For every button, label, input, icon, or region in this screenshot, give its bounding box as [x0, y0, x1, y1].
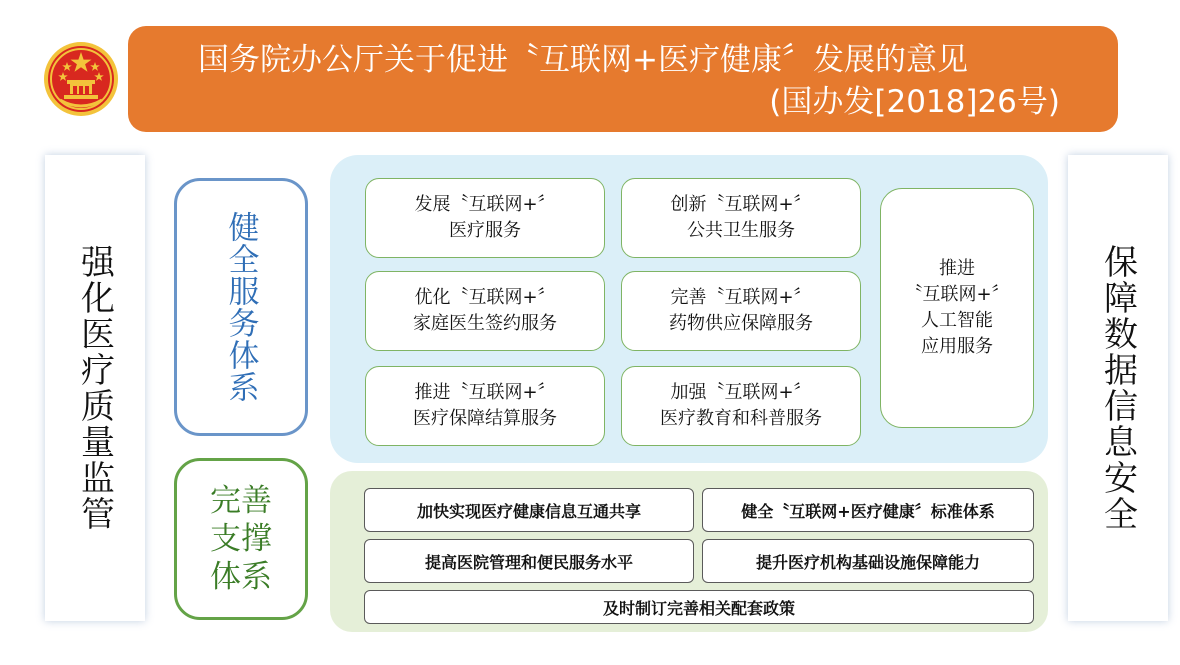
service-system-label: 健全服务体系 — [222, 211, 259, 403]
service-system-pill — [174, 178, 308, 436]
support-item: 提升医疗机构基础设施保障能力 — [702, 539, 1034, 583]
support-item-wide: 及时制订完善相关配套政策 — [364, 590, 1034, 624]
national-emblem-icon — [42, 40, 120, 118]
service-item: 推进〝互联网+〞 医疗保障结算服务 — [365, 366, 605, 446]
support-system-pill — [174, 458, 308, 620]
service-item: 优化〝互联网+〞 家庭医生签约服务 — [365, 271, 605, 351]
service-item: 完善〝互联网+〞 药物供应保障服务 — [621, 271, 861, 351]
title-banner — [128, 26, 1118, 132]
left-side-panel — [45, 155, 145, 621]
support-system-label-line2: 支撑 — [210, 521, 272, 557]
service-item: 发展〝互联网+〞 医疗服务 — [365, 178, 605, 258]
document-title: 国务院办公厅关于促进〝互联网+医疗健康〞发展的意见 — [198, 42, 968, 78]
support-item: 加快实现医疗健康信息互通共享 — [364, 488, 694, 532]
support-item: 健全〝互联网+医疗健康〞标准体系 — [702, 488, 1034, 532]
document-number: (国办发[2018]26号) — [769, 84, 1060, 120]
right-side-panel — [1068, 155, 1168, 621]
support-system-label-line1: 完善 — [210, 483, 272, 519]
support-system-label-line3: 体系 — [210, 559, 272, 595]
right-side-label: 保障数据信息安全 — [1097, 244, 1138, 532]
left-side-label: 强化医疗质量监管 — [74, 244, 115, 532]
ai-service-item: 推进 〝互联网+〞 人工智能 应用服务 — [880, 188, 1034, 428]
support-item: 提高医院管理和便民服务水平 — [364, 539, 694, 583]
service-item: 创新〝互联网+〞 公共卫生服务 — [621, 178, 861, 258]
service-item: 加强〝互联网+〞 医疗教育和科普服务 — [621, 366, 861, 446]
